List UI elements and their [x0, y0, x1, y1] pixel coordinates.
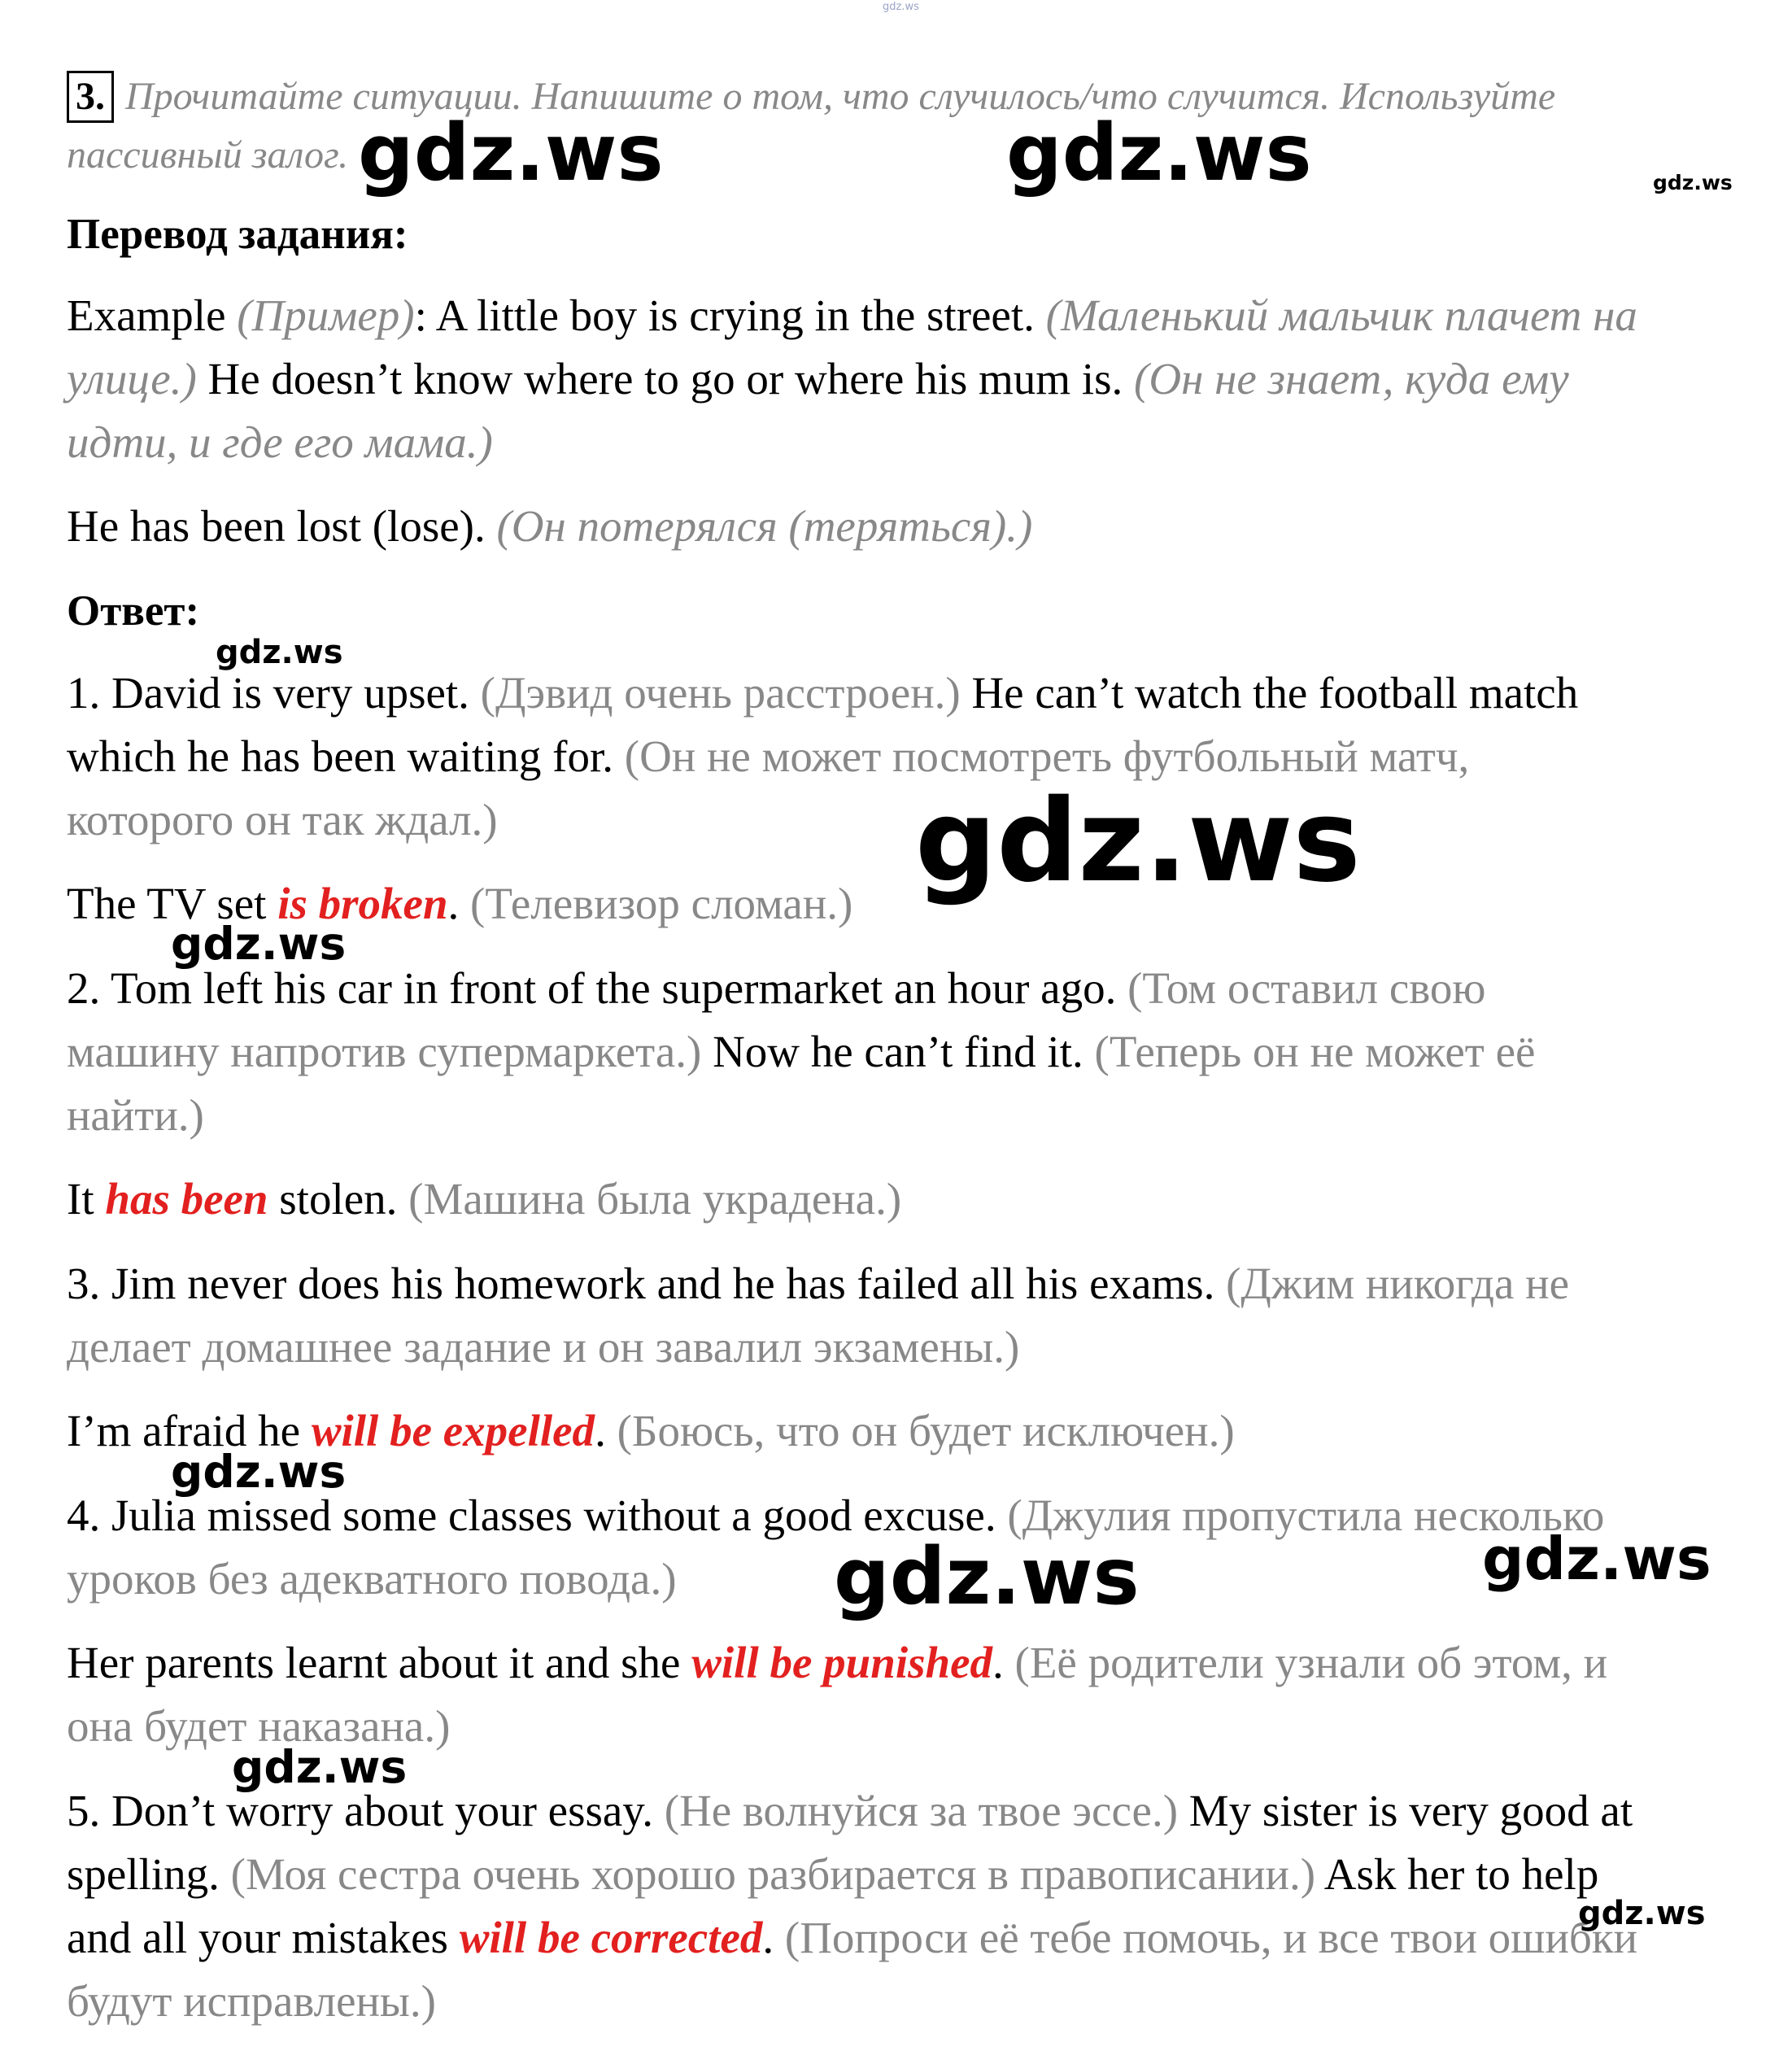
item-5-ru: (Не волнуйся за твое эссе.) — [664, 1786, 1179, 1835]
item-5-ru-3: (Попроси её тебе помочь, и все твои ошибки — [784, 1913, 1638, 1962]
item-1-line-1 — [67, 666, 1578, 720]
item-5-en-4: Ask her to help — [1323, 1849, 1599, 1899]
item-3-line-2: делает домашнее задание и он завалил экзамены.) — [67, 1322, 1020, 1372]
item-2-answer — [67, 1172, 901, 1226]
example-line-2 — [67, 352, 1569, 406]
watermark: gdz.ws — [232, 1741, 408, 1793]
item-4-ru: (Джулия пропустила несколько — [1007, 1490, 1605, 1540]
item-2-answer-post: stolen. — [279, 1174, 398, 1224]
item-4-answer-line-2: она будет наказана.) — [67, 1701, 451, 1751]
example-sentence-2-ru: (Он не знает, куда ему — [1134, 354, 1569, 404]
watermark: gdz.ws — [883, 1, 919, 13]
example-colon: : — [414, 290, 427, 340]
item-4-answer-pre: Her parents learnt about it and she — [67, 1638, 681, 1687]
item-3-answer-ru: (Боюсь, что он будет исключен.) — [617, 1406, 1235, 1455]
item-1-line-3: которого он так ждал.) — [67, 795, 498, 844]
task-instruction-line-1 — [67, 70, 1555, 124]
example-sentence-2: He doesn’t know where to go or where his mum is. — [207, 354, 1123, 404]
item-4-answer-post: . — [992, 1638, 1004, 1687]
item-3-answer-post: . — [595, 1406, 606, 1455]
item-3-line-1 — [67, 1257, 1569, 1311]
item-5-answer-post: . — [762, 1913, 774, 1962]
item-2-en: 2. Tom left his car in front of the supermarket an hour ago. — [67, 963, 1117, 1013]
item-1-answer-post: . — [447, 879, 460, 928]
item-2-answer-ru: (Машина была украдена.) — [408, 1174, 902, 1224]
item-1-answer-verb: is broken — [277, 879, 448, 928]
example-word-ru: (Пример) — [237, 290, 415, 340]
item-1-en-3: which he has been waiting for. — [67, 731, 614, 781]
task-instruction: Прочитайте ситуации. Напишите о том, что случилось/что случится. Используйте — [125, 75, 1556, 118]
item-5-answer-verb: will be corrected — [459, 1913, 763, 1962]
item-5-ru-2: (Моя сестра очень хорошо разбирается в правописании.) — [230, 1849, 1316, 1899]
item-5-en-2: My sister is very good at — [1188, 1786, 1633, 1835]
example-sentence-1-ru: (Маленький мальчик плачет на — [1045, 290, 1637, 340]
item-5-en: 5. Don’t worry about your essay. — [67, 1786, 653, 1835]
watermark: gdz.ws — [171, 1446, 347, 1498]
watermark: gdz.ws — [1578, 1895, 1706, 1932]
item-4-answer-verb: will be punished — [691, 1638, 993, 1687]
example-line-3: идти, и где его мама.) — [67, 417, 493, 467]
item-2-line-2 — [67, 1025, 1535, 1079]
item-1-answer-pre: The TV set — [67, 879, 267, 928]
example-sentence-1-ru-end: улице.) — [67, 354, 197, 404]
item-1-ru: (Дэвид очень расстроен.) — [480, 668, 961, 718]
item-2-line-3: найти.) — [67, 1090, 204, 1140]
watermark: gdz.ws — [834, 1531, 1140, 1622]
item-5-en-5: and all your mistakes — [67, 1913, 448, 1962]
task-number: 3. — [67, 71, 114, 123]
watermark: gdz.ws — [1482, 1525, 1711, 1593]
watermark: gdz.ws — [1653, 171, 1733, 194]
item-4-line-2: уроков без адекватного повода.) — [67, 1554, 677, 1604]
item-5-line-3 — [67, 1911, 1637, 1965]
example-answer-ru: (Он потерялся (теряться).) — [496, 501, 1033, 551]
item-3-en: 3. Jim never does his homework and he has failed all his exams. — [67, 1259, 1215, 1308]
item-5-en-3: spelling. — [67, 1849, 220, 1899]
answer-heading: Ответ: — [67, 587, 200, 635]
item-4-answer — [67, 1636, 1607, 1690]
watermark: gdz.ws — [171, 918, 347, 970]
item-2-answer-pre: It — [67, 1174, 94, 1224]
watermark: gdz.ws — [1006, 107, 1312, 199]
example-line-1 — [67, 289, 1637, 343]
watermark: gdz.ws — [358, 107, 664, 199]
item-1-ru-2: (Он не может посмотреть футбольный матч, — [624, 731, 1470, 781]
item-3-answer-pre: I’m afraid he — [67, 1406, 301, 1455]
example-answer — [67, 500, 1032, 553]
item-2-ru-2: машину напротив супермаркета.) — [67, 1027, 702, 1076]
item-4-en: 4. Julia missed some classes without a good excuse. — [67, 1490, 996, 1540]
example-word: Example — [67, 290, 226, 340]
item-1-answer-ru: (Телевизор сломан.) — [470, 879, 853, 928]
translation-heading: Перевод задания: — [67, 211, 408, 258]
watermark: gdz.ws — [216, 634, 343, 671]
item-1-en-2: He can’t watch the football match — [971, 668, 1579, 718]
task-instruction-line-2: пассивный залог. — [67, 133, 349, 177]
item-3-ru: (Джим никогда не — [1226, 1259, 1570, 1308]
item-4-answer-ru: (Её родители узнали об этом, и — [1014, 1638, 1608, 1687]
example-sentence-1: A little boy is crying in the street. — [435, 290, 1035, 340]
item-3-answer-verb: will be expelled — [311, 1406, 595, 1455]
watermark: gdz.ws — [915, 775, 1361, 908]
item-2-ru-3: (Теперь он не может её — [1094, 1027, 1536, 1076]
item-2-en-2: Now he can’t find it. — [713, 1027, 1083, 1076]
item-5-line-4: будут исправлены.) — [67, 1976, 436, 2026]
example-answer-text: He has been lost (lose). — [67, 501, 486, 551]
item-1-en: 1. David is very upset. — [67, 668, 469, 718]
item-2-answer-verb: has been — [105, 1174, 268, 1224]
item-2-ru: (Том оставил свою — [1127, 963, 1486, 1013]
item-5-line-2 — [67, 1848, 1598, 1901]
